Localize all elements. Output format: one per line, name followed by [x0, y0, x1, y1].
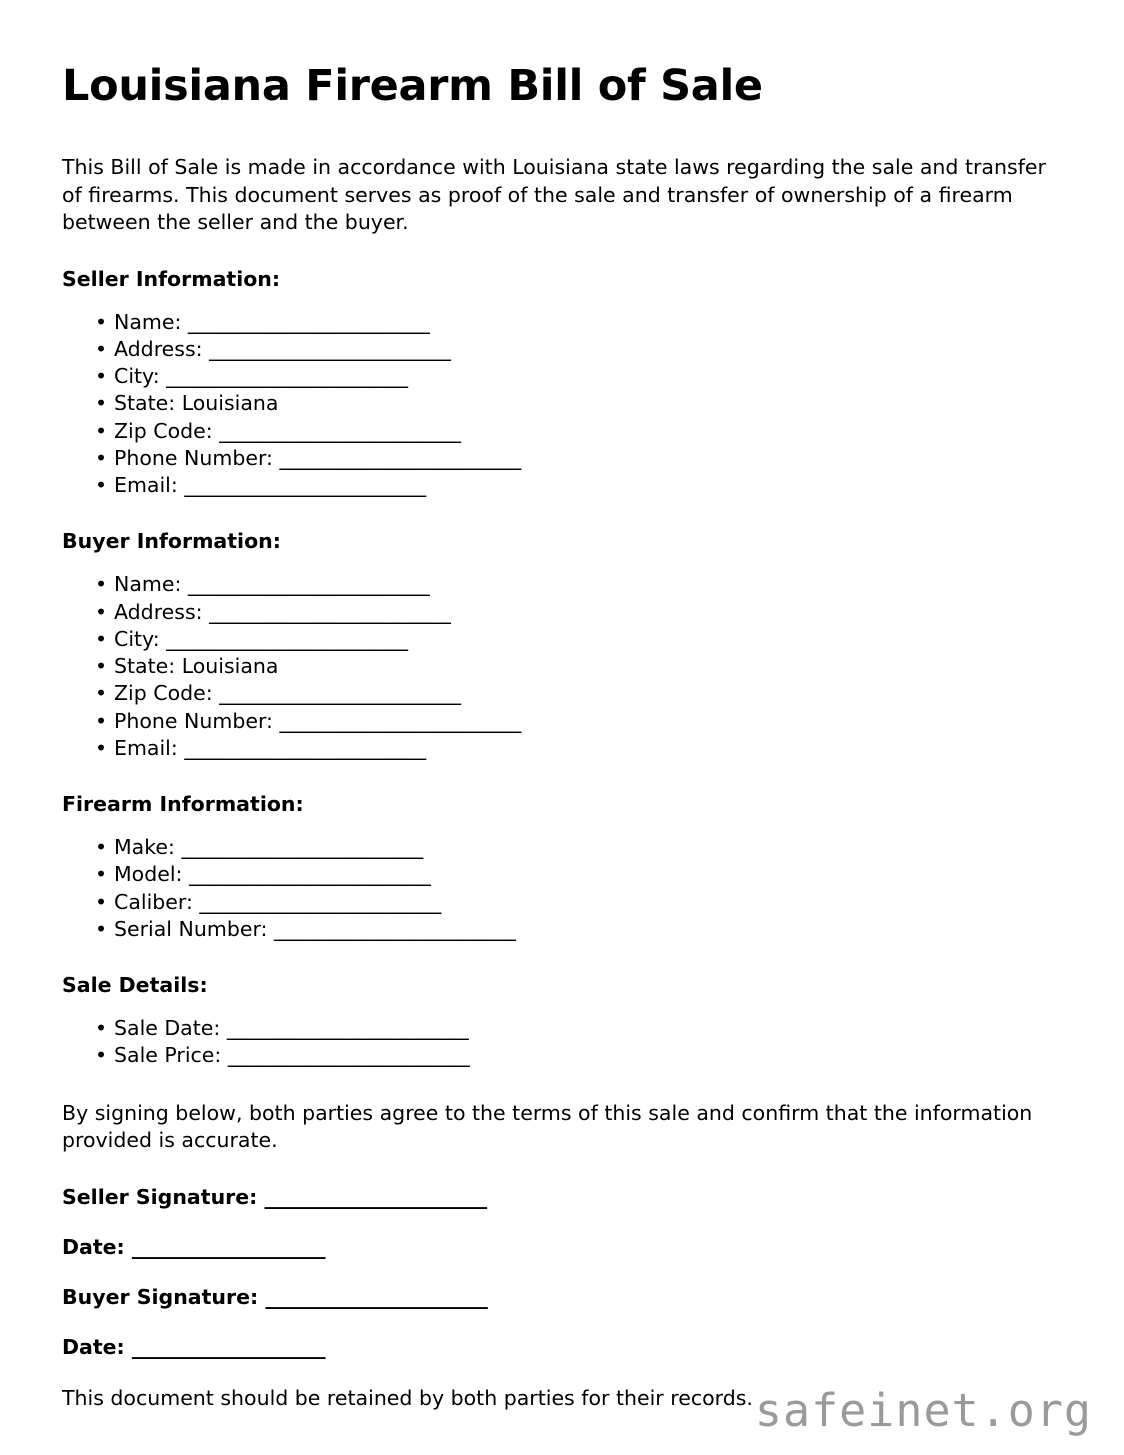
list-item — [62, 735, 1064, 762]
field-label: Caliber: — [114, 889, 193, 914]
field-value[interactable]: _________________________ — [189, 862, 431, 887]
list-item — [62, 708, 1064, 735]
field-label: State: — [114, 654, 176, 679]
watermark: safeinet.org — [754, 1384, 1092, 1437]
field-label: Name: — [114, 309, 182, 334]
field-list-buyer — [62, 571, 1064, 762]
field-value[interactable]: _________________________ — [187, 309, 430, 334]
footer-note: This document should be retained by both parties for their records. — [62, 1385, 753, 1410]
list-item — [62, 1015, 1064, 1042]
field-value[interactable]: _________________________ — [187, 572, 430, 597]
field-value[interactable]: _________________________ — [166, 364, 408, 389]
field-value: Louisiana — [181, 654, 279, 679]
field-label: Address: — [114, 336, 203, 361]
field-value: Louisiana — [181, 391, 279, 416]
seller-signature-line — [62, 1185, 1064, 1209]
seller-date-label: Date: — [62, 1234, 125, 1259]
field-label: Zip Code: — [114, 418, 213, 443]
field-list-seller — [62, 309, 1064, 500]
list-item — [62, 390, 1064, 417]
section-heading-buyer: Buyer Information: — [62, 529, 281, 554]
seller-signature-label: Seller Signature: — [62, 1184, 258, 1209]
field-label: Address: — [114, 599, 203, 624]
field-value[interactable]: _________________________ — [219, 681, 461, 706]
field-label: Sale Price: — [114, 1043, 222, 1068]
buyer-date-line — [62, 1335, 1064, 1359]
field-value[interactable]: _________________________ — [279, 708, 521, 733]
section-heading-firearm: Firearm Information: — [62, 792, 304, 817]
field-label: Name: — [114, 572, 182, 597]
list-item — [62, 861, 1064, 888]
field-value[interactable]: _________________________ — [209, 336, 451, 361]
field-value[interactable]: _________________________ — [184, 735, 426, 760]
field-value[interactable]: _________________________ — [184, 473, 426, 498]
list-item — [62, 418, 1064, 445]
field-label: Model: — [114, 862, 183, 887]
buyer-date-blank[interactable]: ____________________ — [131, 1334, 325, 1359]
list-item — [62, 309, 1064, 336]
list-item — [62, 626, 1064, 653]
field-value[interactable]: _________________________ — [279, 445, 521, 470]
field-value[interactable]: _________________________ — [199, 889, 441, 914]
closing-paragraph: By signing below, both parties agree to the terms of this sale and confirm that the information provided is accurate. — [62, 1100, 1033, 1153]
buyer-signature-blank[interactable]: _______________________ — [265, 1284, 488, 1309]
field-list-sale-details — [62, 1015, 1064, 1070]
field-label: Phone Number: — [114, 445, 273, 470]
list-item — [62, 363, 1064, 390]
section-heading-seller: Seller Information: — [62, 266, 281, 291]
list-item — [62, 1042, 1064, 1069]
field-value[interactable]: _________________________ — [181, 835, 423, 860]
seller-signature-blank[interactable]: _______________________ — [264, 1184, 487, 1209]
field-label: Phone Number: — [114, 708, 273, 733]
field-value[interactable]: _________________________ — [226, 1016, 469, 1041]
intro-paragraph: This Bill of Sale is made in accordance with Louisiana state laws regarding the sale and transfer of firearms. This document serves as proof of the sale and transfer of ownership of a firearm between the seller and the buyer. — [62, 155, 1046, 235]
list-item — [62, 336, 1064, 363]
field-label: State: — [114, 391, 176, 416]
field-label: City: — [114, 364, 160, 389]
field-label: Serial Number: — [114, 916, 268, 941]
field-label: Email: — [114, 735, 178, 760]
buyer-date-label: Date: — [62, 1334, 125, 1359]
field-list-firearm — [62, 834, 1064, 943]
field-label: City: — [114, 626, 160, 651]
list-item — [62, 916, 1064, 943]
seller-date-blank[interactable]: ____________________ — [131, 1234, 325, 1259]
section-heading-sale-details: Sale Details: — [62, 973, 208, 998]
list-item — [62, 889, 1064, 916]
list-item — [62, 599, 1064, 626]
list-item — [62, 680, 1064, 707]
buyer-signature-line — [62, 1285, 1064, 1309]
list-item — [62, 571, 1064, 598]
seller-date-line — [62, 1235, 1064, 1259]
field-value[interactable]: _________________________ — [227, 1043, 470, 1068]
field-value[interactable]: _________________________ — [219, 418, 461, 443]
field-label: Email: — [114, 473, 178, 498]
list-item — [62, 834, 1064, 861]
field-value[interactable]: _________________________ — [273, 916, 516, 941]
field-value[interactable]: _________________________ — [209, 599, 451, 624]
buyer-signature-label: Buyer Signature: — [62, 1284, 259, 1309]
field-label: Zip Code: — [114, 681, 213, 706]
field-label: Sale Date: — [114, 1016, 221, 1041]
list-item — [62, 445, 1064, 472]
page-title: Louisiana Firearm Bill of Sale — [62, 61, 763, 111]
list-item — [62, 472, 1064, 499]
field-value[interactable]: _________________________ — [166, 626, 408, 651]
list-item — [62, 653, 1064, 680]
field-label: Make: — [114, 835, 175, 860]
